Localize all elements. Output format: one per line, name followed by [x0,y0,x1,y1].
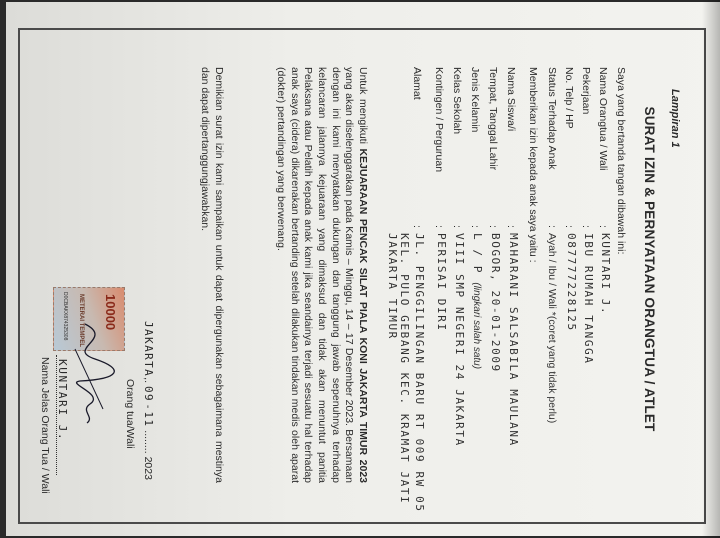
event-name: KEJUARAAN PENCAK SILAT PIALA KONI JAKARTA TIMUR 2023 [357,148,369,483]
field-value-line2: KEL. PULO GEBANG KEC. KRAMAT JATI [398,233,411,505]
field-value: 087777228125 [565,233,578,332]
date-city: JAKARTA [142,321,155,378]
stamp-code: D0CBAKX874325308 [62,292,68,341]
signature-line [56,355,57,475]
signer-name: KUNTARI J. [56,359,69,442]
signer-role: Orang tua/Wali [124,379,136,449]
field-value: VIII SMP NEGERI 24 JAKARTA [453,233,466,447]
stamp-value: 10000 [103,294,118,331]
paragraph-1: Untuk mengikuti KEJUARAAN PENCAK SILAT PIALA KONI JAKARTA TIMUR 2023 yang akan diselenggarakan pada Kamis – Minggu, 14 – 17 Desember 2023. Bersamaan dengan ini kami menyatakan dukungan dan tanggung jawab sepenuhnya terhadap kelancaran jalannya kejuaraan yang dimaksud dan tidak akan menuntut panitia Pelaksana atau Pelatih kepada anak kami jika seandainya terjadi sesuatu hal terhadap anak saya (cidera) dikarenakan bertanding setelah dilakukan tindakan medis oleh aparat (dokter) pertandingan yang berwenang. [275,67,369,483]
field-value: KUNTARI J. [599,233,612,316]
field-value: IBU RUMAH TANGGA [582,233,595,365]
document-title: SURAT IZIN & PERNYATAAN ORANGTUA / ATLET [642,106,657,432]
photo-edge-shadow [702,0,720,538]
date-year: 2023 [142,456,154,480]
field-label: Tempat, Tanggal Lahir [487,67,499,171]
field-label: Status Terhadap Anak [546,67,558,170]
field-label: Jenis Kelamin [469,67,481,133]
attachment-label: Lampiran 1 [669,89,681,148]
stamp-label: METERAI TEMPEL [78,294,84,348]
signer-caption: Nama Jelas Orang Tua / Wali [39,357,51,494]
field-value: L / P [471,233,484,275]
field-value-line3: JAKARTA TIMUR [386,233,399,340]
field-label: Alamat [411,67,423,100]
paragraph-2: Demikian surat izin kami sampaikan untuk dapat dipergunakan sebagaimana mestinya dan dapat dipertanggungjawabkan. [199,67,225,483]
field-label: Nama Orangtua / Wali [597,67,609,171]
field-label: Kelas Sekolah [451,67,463,135]
field-value: BOGOR, 20-01-2009 [489,233,502,373]
field-value: MAHARANI SALSABILA MAULANA [507,233,520,447]
field-value: PERISAI DIRI [435,233,448,332]
permission-intro: Memberikan izin kepada anak saya yaitu : [527,67,539,263]
date-month: 11 [142,411,155,428]
rotated-document: Lampiran 1 SURAT IZIN & PERNYATAAN ORANGTUA / ATLET Saya yang bertanda tangan dibawah ini: Nama Orangtua / Wali : KUNTARI J. Pekerjaan : IBU RUMAH TANGGA No. Telp / HP : 087777228125 Status Terhadap Anak : Ayah / Ibu / Wali *(coret yang tidak perlu) Memberikan izin kepada anak saya yaitu : Nama Siswa/i : MAHARANI SALSABILA MAULANA Tempat, Tanggal Lahir : BOGOR, 20-01-2009 Jenis Kelamin : L / P (lingkari salah satu) Kelas Sekolah : VIII SMP NEGERI 24 JAKARTA Kontingen / Perguruan : PERISAI DIRI Alamat : JL. PENGGILINGAN BARU RT 009 RW 05 KEL. PULO GEBANG KEC. KRAMAT JATI JAKARTA TIMUR Untuk mengikuti KEJUARAAN PENCAK SILAT PIALA KONI JAKARTA TIMUR 2023 yang akan diselenggarakan pada Kamis – Minggu, 14 – 17 Desember 2023. Bersamaan dengan ini kami menyatakan dukungan dan tanggung jawab sepenuhnya terhadap kelancaran jalannya kejuaraan yang dimaksud dan tidak akan menuntut panitia Pelaksana atau Pelatih kepada anak kami jika seandainya terjadi sesuatu hal terhadap anak saya (cidera) dikarenakan bertanding setelah dilakukan tindakan medis oleh aparat (dokter) pertandingan yang berwenang. Demikian surat izin kami sampaikan untuk dapat dipergunakan sebagaimana mestinya dan dapat dipertanggungjawabkan. JAKARTA,. 09 - 11 ........ 2023 Orang tua/Wali 10000 METERAI TEMPEL D0CBAKX874325308 KUNTARI J. Nama Jelas Orang Tua / Wali [35,29,685,509]
field-label: Kontingen / Perguruan [433,67,445,173]
field-label: Nama Siswa/i [505,67,517,132]
date-line: JAKARTA,. 09 - 11 ........ 2023 [142,321,155,480]
field-label: No. Telp / HP [563,67,575,129]
date-day: 09 [142,385,155,402]
field-hint: (lingkari salah satu) [471,282,482,370]
field-value: Ayah / Ibu / Wali *(coret yang tidak perlu) [546,233,558,424]
field-label: Pekerjaan [580,67,592,115]
field-value: JL. PENGGILINGAN BARU RT 009 RW 05 [413,233,426,513]
intro-text: Saya yang bertanda tangan dibawah ini: [615,67,627,255]
